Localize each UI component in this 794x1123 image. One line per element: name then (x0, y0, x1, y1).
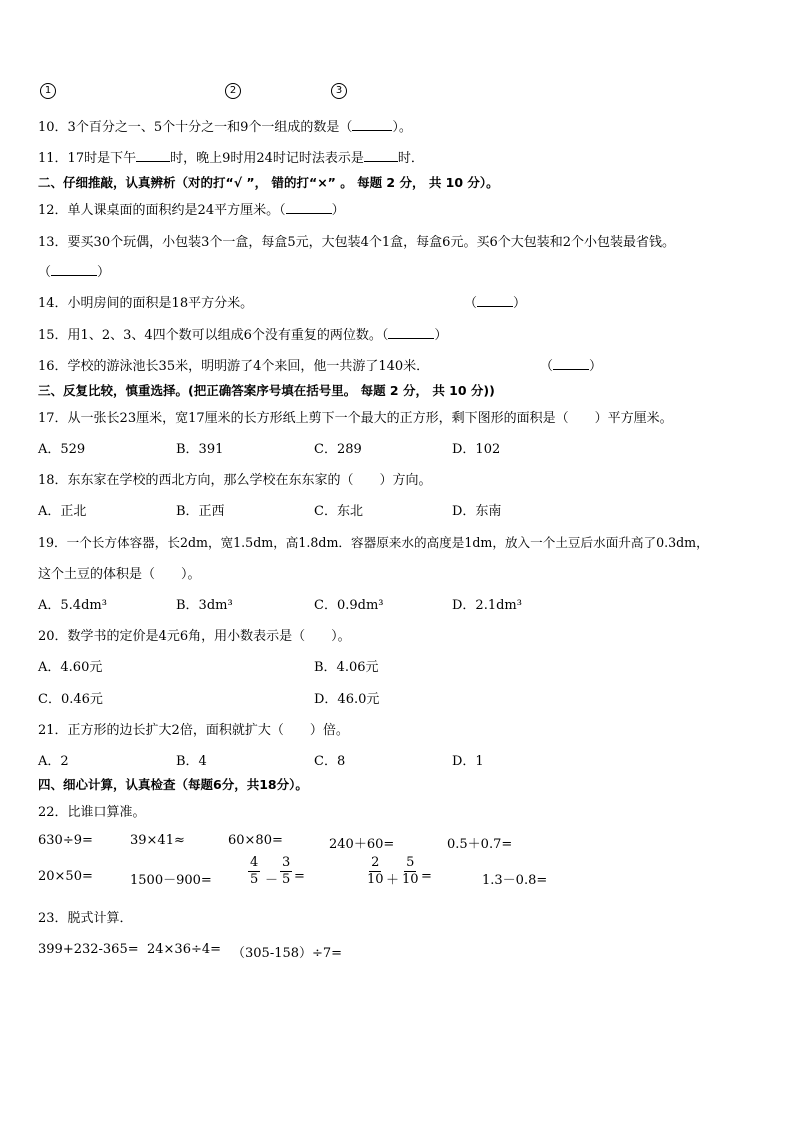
answer-blank[interactable] (286, 201, 332, 214)
question-13-answer (38, 261, 110, 280)
question-23: 23．脱式计算． (38, 911, 133, 926)
circle-number-1: 1 (40, 83, 56, 99)
option-a[interactable]: A．正北 (38, 504, 87, 519)
question-10-end: ）。 (392, 120, 412, 135)
question-12-text: 12．单人课桌面的面积约是24平方厘米。（ (38, 203, 286, 218)
question-14: 14．小明房间的面积是18平方分米。 (38, 296, 254, 311)
option-d[interactable]: D．102 (452, 442, 501, 457)
fraction (400, 855, 421, 888)
paren-open: （ (464, 296, 478, 311)
equals-sign: = (421, 869, 432, 884)
option-a[interactable]: A．2 (38, 754, 69, 769)
option-a[interactable]: A．5.4dm³ (38, 598, 107, 613)
paren-close: ） (513, 296, 527, 311)
option-b[interactable]: B．3dm³ (176, 598, 233, 613)
denominator: 10 (402, 872, 419, 887)
question-11 (38, 147, 424, 166)
denominator: 10 (367, 872, 384, 887)
answer-blank[interactable] (553, 357, 589, 370)
question-10 (38, 116, 412, 135)
section-3-heading: 三、反复比较，慎重选择。(把正确答案序号填在括号里。 每题 2 分， 共 10 分)) (38, 383, 495, 398)
question-11-part-c: 时． (397, 151, 424, 166)
calc-item: 630÷9= (38, 833, 93, 848)
calc-item: 399+232-365= (38, 942, 139, 957)
calc-item: 60×80= (228, 833, 283, 848)
question-12-end: ） (331, 203, 345, 218)
calc-item: 20×50= (38, 869, 93, 884)
option-b[interactable]: B．正西 (176, 504, 225, 519)
calc-item: （305-158）÷7= (232, 946, 343, 961)
question-15-text: 15．用1、2、3、4四个数可以组成6个没有重复的两位数。（ (38, 328, 389, 343)
answer-blank[interactable] (477, 294, 513, 307)
section-2-heading: 二、仔细推敲，认真辨析（对的打“√ ”， 错的打“×” 。 每题 2 分， 共 10 分）。 (38, 175, 499, 190)
question-12 (38, 199, 345, 218)
question-17: 17．从一张长23厘米，宽17厘米的长方形纸上剪下一个最大的正方形，剩下图形的面积是（ ）平方厘米。 (38, 411, 673, 426)
option-b[interactable]: B．4.06元 (314, 660, 379, 675)
option-b[interactable]: B．391 (176, 442, 224, 457)
calc-item: 1500－900= (130, 873, 212, 888)
question-11-part-a: 11．17时是下午 (38, 151, 137, 166)
option-a[interactable]: A．529 (38, 442, 86, 457)
circle-number-3: 3 (331, 83, 347, 99)
option-d[interactable]: D．46.0元 (314, 692, 380, 707)
question-18: 18．东东家在学校的西北方向，那么学校在东东家的（ ）方向。 (38, 473, 432, 488)
calc-item: 24×36÷4= (147, 942, 222, 957)
question-16-answer (540, 355, 602, 374)
operator: ＋ (386, 873, 400, 888)
option-d[interactable]: D．2.1dm³ (452, 598, 522, 613)
option-c[interactable]: C．0.9dm³ (314, 598, 384, 613)
answer-blank[interactable] (51, 263, 97, 276)
calc-item: 0.5＋0.7= (447, 837, 513, 852)
fraction (365, 855, 386, 888)
calc-item: 39×41≈ (130, 833, 185, 848)
fraction (248, 855, 260, 888)
question-19: 19．一个长方体容器，长2dm，宽1.5dm，高1.8dm．容器原来水的高度是1dm，放入一个土豆后水面升高了0.3dm， (38, 535, 709, 550)
option-b[interactable]: B．4 (176, 754, 207, 769)
paren-open: （ (38, 265, 52, 280)
option-c[interactable]: C．8 (314, 754, 346, 769)
fraction (280, 855, 292, 888)
question-10-text: 10．3个百分之一、5个十分之一和9个一组成的数是（ (38, 120, 353, 135)
question-14-answer (464, 292, 526, 311)
paren-close: ） (589, 359, 603, 374)
operator: － (265, 873, 279, 888)
circle-number-2: 2 (225, 83, 241, 99)
option-c[interactable]: C．0.46元 (38, 692, 103, 707)
numerator: 2 (371, 855, 380, 870)
section-4-heading: 四、细心计算，认真检查（每题6分，共18分）。 (38, 777, 308, 792)
question-15-end: ） (434, 328, 448, 343)
denominator: 5 (282, 872, 291, 887)
question-15 (38, 324, 447, 343)
question-16: 16．学校的游泳池长35米，明明游了4个来回，他一共游了140米． (38, 359, 430, 374)
paren-close: ） (97, 265, 111, 280)
question-11-part-b: 时，晚上9时用24时记时法表示是 (170, 151, 364, 166)
paren-open: （ (540, 359, 554, 374)
answer-blank[interactable] (352, 118, 392, 131)
numerator: 5 (406, 855, 415, 870)
answer-blank[interactable] (136, 149, 170, 162)
option-d[interactable]: D．东南 (452, 504, 502, 519)
answer-blank[interactable] (364, 149, 398, 162)
question-19-line-2: 这个土豆的体积是（ ）。 (38, 567, 201, 582)
calc-item: 240＋60= (329, 837, 395, 852)
equals-sign: = (294, 869, 305, 884)
option-c[interactable]: C．289 (314, 442, 362, 457)
numerator: 4 (250, 855, 259, 870)
calc-item: 1.3－0.8= (482, 873, 548, 888)
question-20: 20．数学书的定价是4元6角，用小数表示是（ ）。 (38, 629, 351, 644)
numerator: 3 (282, 855, 291, 870)
option-d[interactable]: D．1 (452, 754, 484, 769)
question-22: 22．比谁口算准。 (38, 805, 146, 820)
question-21: 21．正方形的边长扩大2倍，面积就扩大（ ）倍。 (38, 723, 349, 738)
question-13: 13．要买30个玩偶，小包装3个一盒，每盒5元，大包装4个1盒，每盒6元。买6个大包装和2个小包装最省钱。 (38, 235, 675, 250)
answer-blank[interactable] (388, 326, 434, 339)
option-a[interactable]: A．4.60元 (38, 660, 103, 675)
option-c[interactable]: C．东北 (314, 504, 363, 519)
denominator: 5 (250, 872, 259, 887)
